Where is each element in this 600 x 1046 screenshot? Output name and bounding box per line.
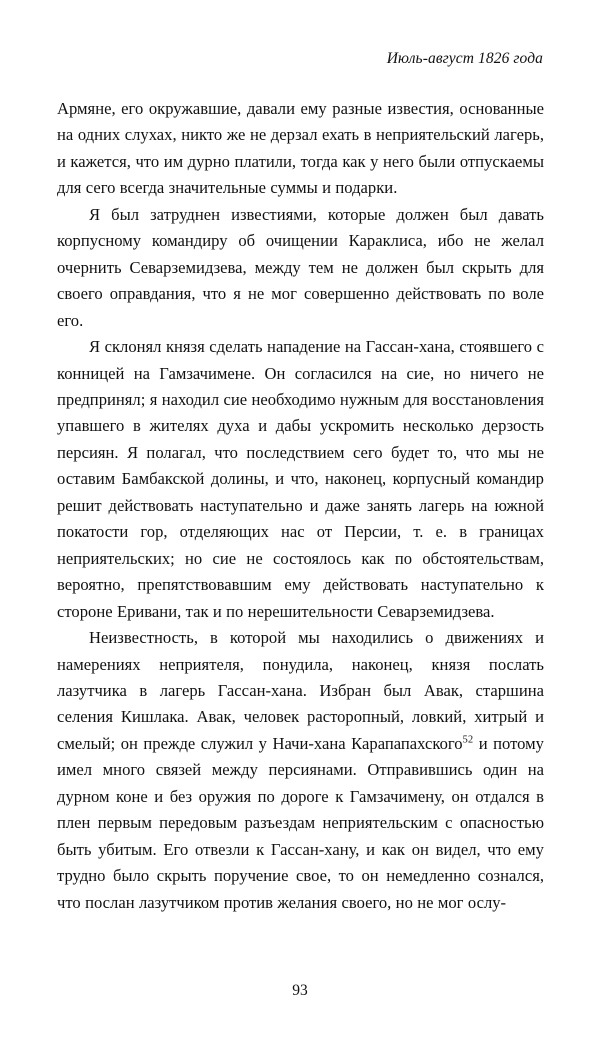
paragraph-4-text-before-footnote: Неизвестность, в которой мы находились о движениях и намерениях неприятеля, понудила, наконец, князя послать лазутчика в лагерь Гассан-хана. Избран был Авак, старшина селения Кишлака. Авак, человек расторопный, ловкий, хитрый и смелый; он прежде служил у Начи-хана Карапапахского bbox=[57, 628, 544, 753]
running-head: Июль-август 1826 года bbox=[386, 50, 543, 67]
footnote-reference-marker[interactable]: 52 bbox=[462, 734, 474, 746]
body-text-block bbox=[57, 96, 544, 916]
paragraph-4-text-after-footnote: и потому имел много связей между персиянами. Отправившись один на дурном коне и без оружия по дороге к Гамзачимену, он отдался в плен первым передовым разъездам неприятельским с опасностью быть убитым. Его отвезли к Гассан-хану, и как он видел, что ему трудно было скрыть поручение свое, то он немедленно сознался, что послан лазутчиком против желания своего, но не мог ослу- bbox=[57, 733, 544, 912]
body-paragraph-3: Я склонял князя сделать нападение на Гассан-хана, стоявшего с конницей на Гамзачимене. Он согласился на сие, но ничего не предпринял; я находил сие необходимо нужным для восстановления упавшего в жителях духа и дабы ускромить несколько дерзость персиян. Я полагал, что последствием сего будет то, что мы не оставим Бамбакской долины, и что, наконец, корпусный командир решит действовать наступательно и даже занять лагерь на южной покатости гор, отделяющих нас от Персии, т. е. в границах неприятельских; но сие не состоялось как по обстоятельствам, вероятно, препятствовавшим ему действовать наступательно к стороне Еривани, так и по нерешительности Севарземидзева. bbox=[57, 337, 544, 621]
body-paragraph-2: Я был затруднен известиями, которые должен был давать корпусному командиру об очищении Караклиса, ибо не желал очернить Севарземидзева, между тем не должен был скрыть для своего оправдания, что я не мог совершенно действовать по воле его. bbox=[57, 204, 544, 330]
body-paragraph-4 bbox=[57, 625, 544, 916]
body-paragraph-1: Армяне, его окружавшие, давали ему разные известия, основанные на одних слухах, никто же не дерзал ехать в неприятельский лагерь, и кажется, что им дурно платили, тогда как у него были отпускаемы для сего всегда значительные суммы и подарки. bbox=[57, 99, 544, 198]
page-number: 93 bbox=[292, 982, 308, 999]
